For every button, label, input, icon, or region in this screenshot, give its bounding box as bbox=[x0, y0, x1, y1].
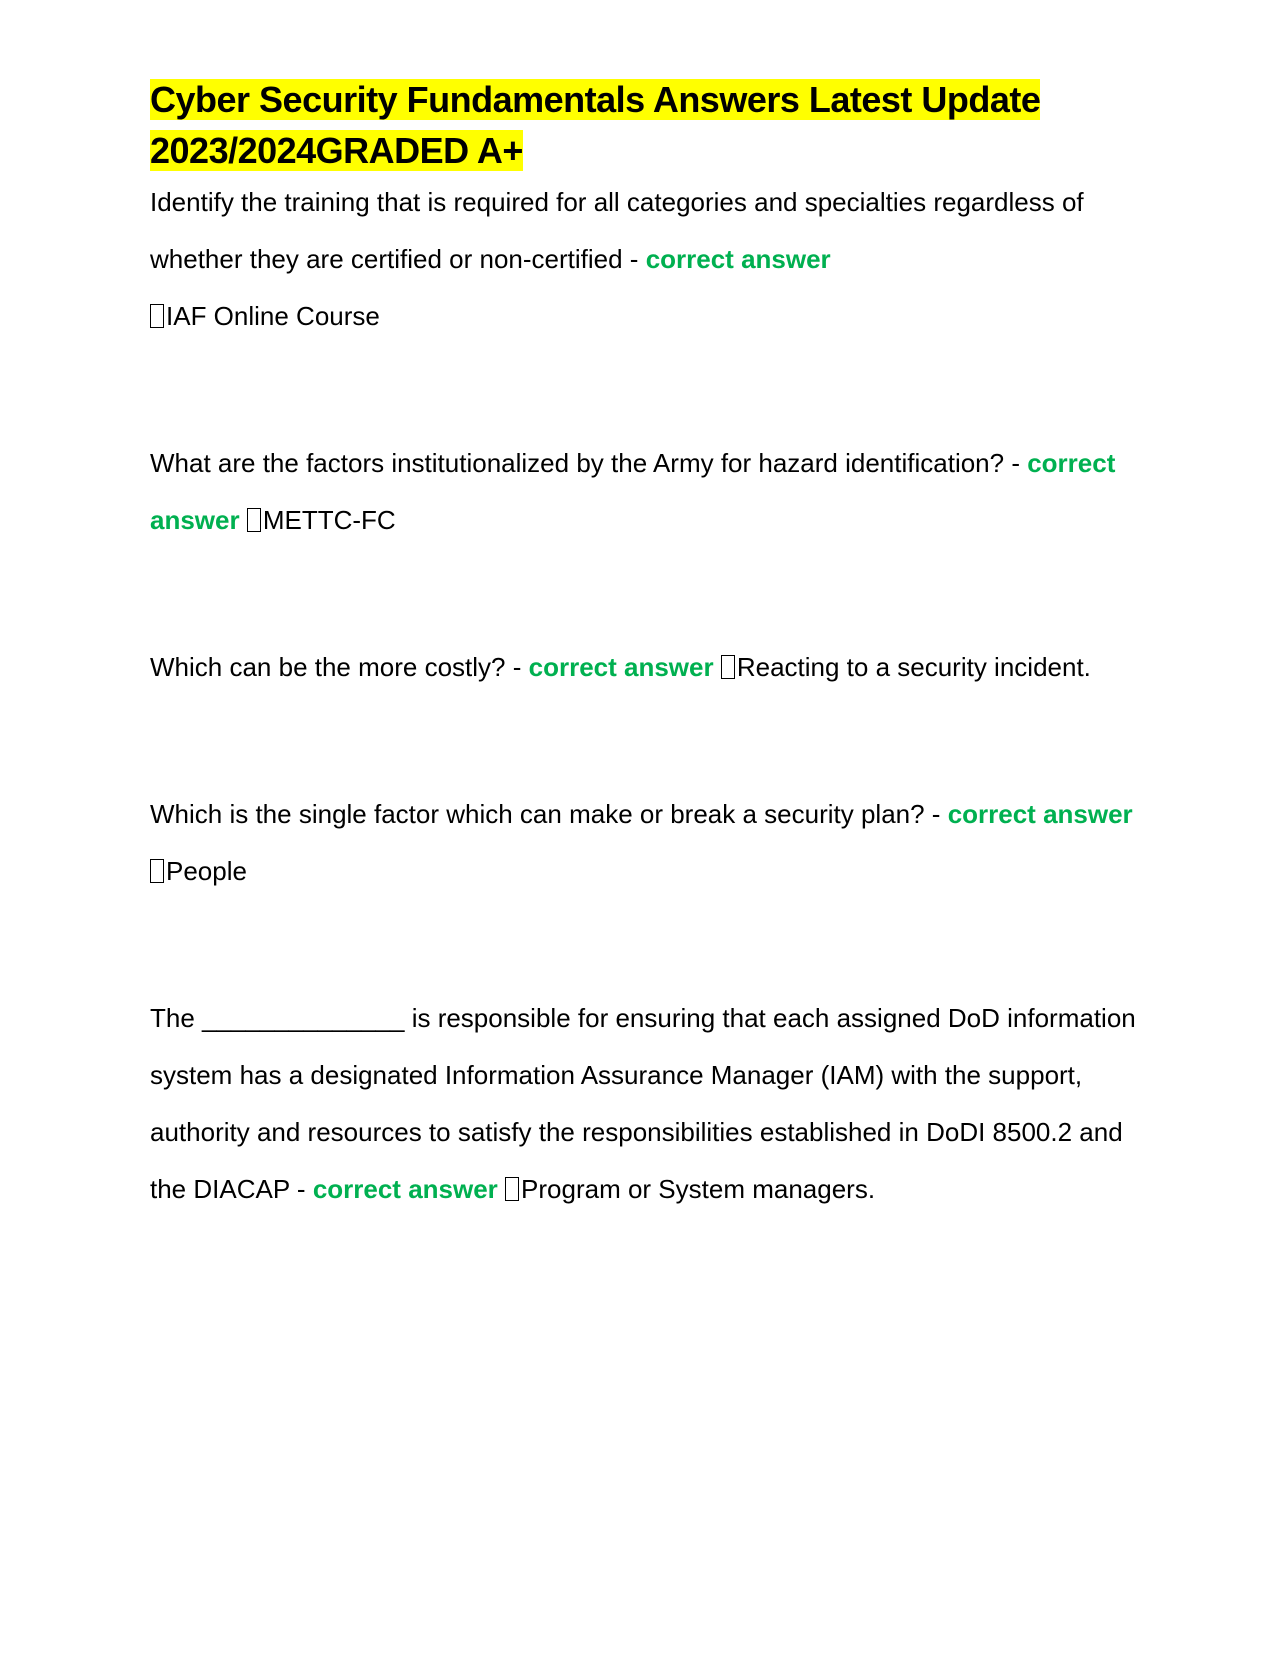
question-text: What are the factors institutionalized by the Army for hazard identification? - bbox=[150, 448, 1028, 478]
title-line-2: 2023/2024GRADED A+ bbox=[150, 130, 523, 171]
missing-glyph-box-icon bbox=[247, 508, 261, 532]
qa-item-5 bbox=[150, 990, 1140, 1218]
missing-glyph-box-icon bbox=[150, 859, 164, 883]
answer-text: Program or System managers. bbox=[521, 1174, 876, 1204]
question-text: Identify the training that is required for all categories and specialties regardless of whether they are certified or non-certified - bbox=[150, 187, 1084, 274]
document-page bbox=[150, 74, 1140, 1218]
answer-text: METTC-FC bbox=[262, 505, 396, 535]
question-text: Which is the single factor which can make or break a security plan? - bbox=[150, 799, 948, 829]
qa-item-3 bbox=[150, 639, 1140, 696]
missing-glyph-box-icon bbox=[505, 1177, 519, 1201]
answer-text: Reacting to a security incident. bbox=[736, 652, 1091, 682]
qa-item-1 bbox=[150, 174, 1140, 345]
answer-text: People bbox=[166, 856, 247, 886]
question-text: Which can be the more costly? - bbox=[150, 652, 529, 682]
correct-answer-label: correct answer bbox=[312, 1174, 498, 1204]
qa-item-2 bbox=[150, 435, 1140, 549]
correct-answer-label: correct answer bbox=[947, 799, 1133, 829]
answer-text: IAF Online Course bbox=[166, 301, 380, 331]
qa-item-4 bbox=[150, 786, 1140, 900]
missing-glyph-box-icon bbox=[721, 655, 735, 679]
title-line-1: Cyber Security Fundamentals Answers Latest Update bbox=[150, 79, 1041, 120]
question-text: The ______________ is responsible for ensuring that each assigned DoD information system has a designated Information Assurance Manager (IAM) with the support, authority and resources to satisfy the responsibilities established in DoDI 8500.2 and the DIACAP - bbox=[150, 1003, 1136, 1204]
correct-answer-label: correct answer bbox=[528, 652, 714, 682]
document-title bbox=[150, 74, 1140, 176]
missing-glyph-box-icon bbox=[150, 304, 164, 328]
correct-answer-label: correct answer bbox=[645, 244, 831, 274]
correct-answer-label: correct answer bbox=[150, 448, 1116, 535]
